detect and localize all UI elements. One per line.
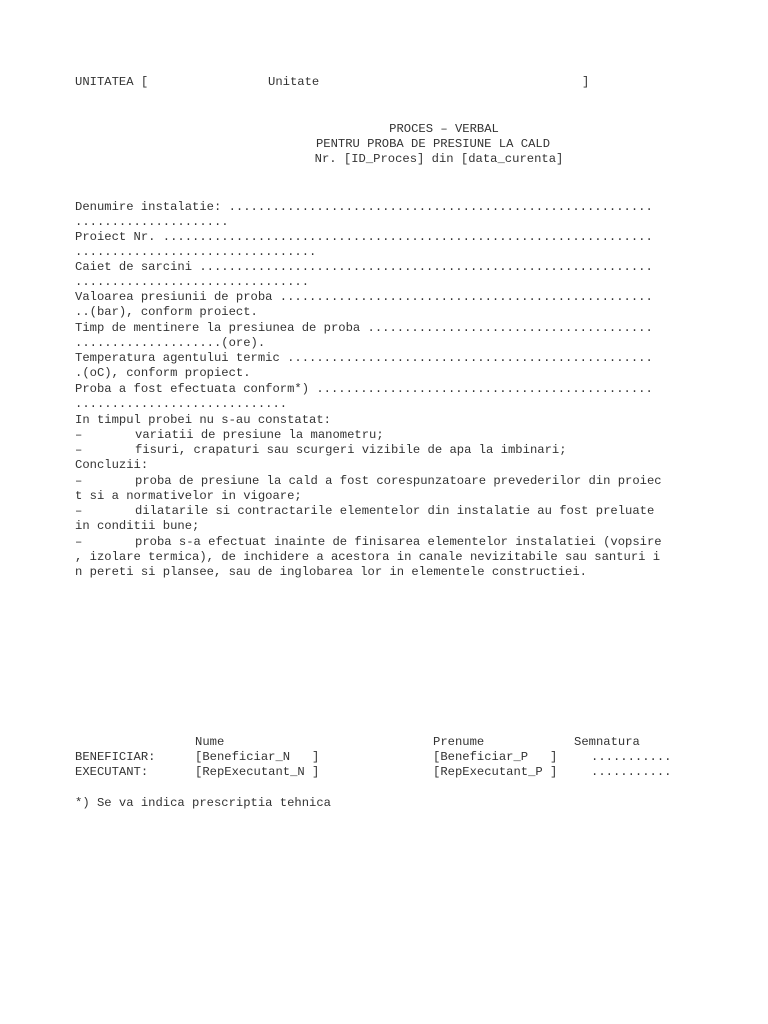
bullet-dash: –: [75, 474, 83, 488]
unit-suffix: ]: [582, 75, 590, 89]
observations-heading: In timpul probei nu s-au constatat:: [75, 413, 331, 427]
field-denumire-line1: Denumire instalatie: ..........................................................: [75, 200, 653, 214]
field-timp-line1: Timp de mentinere la presiunea de proba .......................................: [75, 321, 653, 335]
signature-line-executant: ...........: [591, 765, 672, 779]
signature-col-signature: Semnatura: [574, 735, 640, 749]
signature-surname-executant: [RepExecutant_P ]: [433, 765, 558, 779]
signature-col-surname: Prenume: [433, 735, 485, 749]
conclusion-item: [75, 535, 662, 550]
field-temperatura-line1: Temperatura agentului termic ..................................................: [75, 351, 653, 365]
observation-text: variatii de presiune la manometru;: [135, 428, 384, 442]
observation-item: [75, 428, 384, 443]
field-timp-line2: ....................(ore).: [75, 336, 266, 350]
conclusion-text-cont: n pereti si plansee, sau de inglobarea lor in elementele constructiei.: [75, 565, 587, 579]
field-conform-line1: Proba a fost efectuata conform*) ..............................................: [75, 382, 653, 396]
field-temperatura-line2: .(oC), conform propiect.: [75, 366, 251, 380]
conclusion-text: proba de presiune la cald a fost corespunzatoare prevederilor din proiec: [135, 474, 662, 488]
field-presiune-line2: ..(bar), conform proiect.: [75, 305, 258, 319]
field-caiet-line1: Caiet de sarcini ..............................................................: [75, 260, 653, 274]
field-conform-line2: .............................: [75, 397, 288, 411]
doc-title: PROCES – VERBAL: [389, 122, 499, 136]
signature-col-name: Nume: [195, 735, 225, 749]
bullet-dash: –: [75, 428, 83, 442]
conclusion-text: dilatarile si contractarile elementelor din instalatie au fost preluate: [135, 504, 655, 518]
signature-name-executant: [RepExecutant_N ]: [195, 765, 320, 779]
bullet-dash: –: [75, 535, 83, 549]
observation-text: fisuri, crapaturi sau scurgeri vizibile de apa la imbinari;: [135, 443, 567, 457]
signature-line-beneficiar: ...........: [591, 750, 672, 764]
conclusion-text-cont: in conditii bune;: [75, 519, 200, 533]
bullet-dash: –: [75, 504, 83, 518]
observation-item: [75, 443, 567, 458]
bullet-dash: –: [75, 443, 83, 457]
footnote: *) Se va indica prescriptia tehnica: [75, 796, 331, 810]
conclusion-text: proba s-a efectuat inainte de finisarea elementelor instalatiei (vopsire: [135, 535, 662, 549]
unit-prefix: UNITATEA [: [75, 75, 149, 89]
doc-number: Nr. [ID_Proces] din [data_curenta]: [314, 152, 564, 166]
signature-name-beneficiar: [Beneficiar_N ]: [195, 750, 320, 764]
unit-value: Unitate: [268, 75, 320, 89]
conclusion-item: [75, 504, 654, 519]
field-denumire-line2: .....................: [75, 215, 229, 229]
field-proiect-line1: Proiect Nr. ...................................................................: [75, 230, 653, 244]
conclusions-heading: Concluzii:: [75, 458, 149, 472]
signature-role-beneficiar: BENEFICIAR:: [75, 750, 156, 764]
signature-role-executant: EXECUTANT:: [75, 765, 149, 779]
field-caiet-line2: ................................: [75, 275, 310, 289]
conclusion-text-cont: , izolare termica), de inchidere a acestora in canale nevizitabile sau santuri i: [75, 550, 661, 564]
doc-subtitle: PENTRU PROBA DE PRESIUNE LA CALD: [315, 137, 551, 151]
conclusion-item: [75, 474, 662, 489]
conclusion-text-cont: t si a normativelor in vigoare;: [75, 489, 302, 503]
field-proiect-line2: .................................: [75, 245, 317, 259]
field-presiune-line1: Valoarea presiunii de proba ...................................................: [75, 290, 653, 304]
signature-surname-beneficiar: [Beneficiar_P ]: [433, 750, 558, 764]
